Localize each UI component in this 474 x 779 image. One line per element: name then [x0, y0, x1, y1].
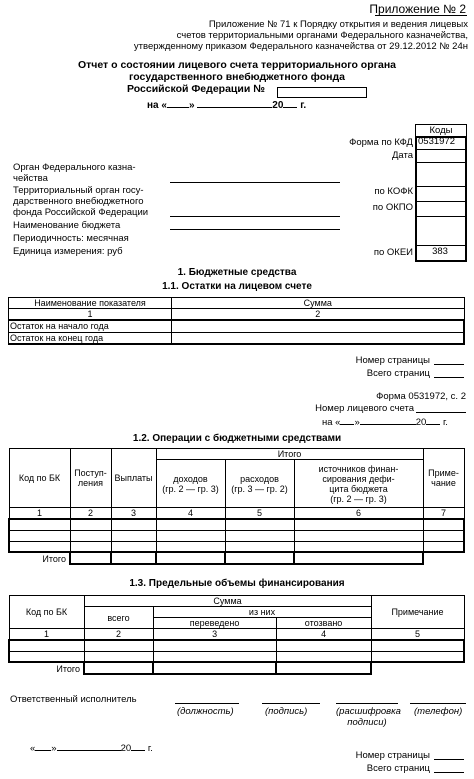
form-code: 0531972 [418, 136, 455, 147]
form-kfd-label: Форма по КФД [349, 137, 413, 148]
lim-col-of-them: из них [153, 607, 371, 618]
okpo-label: по ОКПО [372, 202, 413, 213]
terr-field[interactable] [170, 216, 340, 217]
lim-col-transferred: переведено [153, 618, 276, 629]
ops-col-income: Поступ- ления [70, 449, 111, 508]
period-label: Периодичность: месячная [13, 233, 129, 244]
col-name: Наименование показателя [9, 298, 172, 309]
lim-col-code: Код по БК [9, 596, 84, 629]
lim-col-sum: Сумма [84, 596, 371, 607]
ops-col-total: Итого [156, 449, 423, 460]
pages-total-field-1[interactable] [434, 377, 464, 378]
organ-label-2: чейства [13, 173, 48, 184]
appendix-line-1: Приложение № 71 к Порядку открытия и ведения лицевых [208, 19, 468, 30]
lim-col-recalled: отозвано [276, 618, 371, 629]
ops-row[interactable] [9, 541, 464, 552]
position-caption: (должность) [177, 706, 234, 717]
sign-caption: (подпись) [265, 706, 308, 717]
limits-table: Код по БК Сумма Примечание всего из них переведено отозвано 1 2 3 4 5 Итого [8, 595, 465, 675]
organ-label-1: Орган Федерального казна- [13, 162, 136, 173]
title-line-1: Отчет о состоянии лицевого счета территориального органа [77, 59, 397, 71]
appendix-number: Приложение № 2 [369, 2, 466, 16]
ops-col-expense-total: расходов (гр. 3 — гр. 2) [225, 460, 294, 508]
date-label: Дата [391, 150, 413, 161]
start-balance-cell[interactable] [172, 320, 465, 332]
form-page2: Форма 0531972, с. 2 [376, 391, 466, 402]
executor-label: Ответственный исполнитель [10, 694, 137, 705]
sign-field[interactable] [262, 703, 320, 704]
account-number-box[interactable] [277, 87, 367, 98]
row-start-balance: Остаток на начало года [9, 320, 172, 332]
decode-field[interactable] [336, 703, 398, 704]
operations-table: Код по БК Поступ- ления Выплаты Итого Приме- чание доходов (гр. 2 — гр. 3) расходов (гр. 3 — гр. 2) источников финан- сирования дефи- цита бюджета (гр. 2 — гр. 3) 1 2 3 4 5 6 7 Итого [8, 448, 465, 565]
pages-total-label-2: Всего страниц [366, 763, 430, 774]
lim-col-note: Примечание [371, 596, 464, 629]
section13-title: 1.3. Предельные объемы финансирования [129, 578, 345, 589]
ops-total-row: Итого [9, 552, 464, 564]
pages-total-field-2[interactable] [434, 772, 464, 773]
ops-col-note: Приме- чание [423, 449, 464, 508]
col-sum: Сумма [172, 298, 465, 309]
budget-label: Наименование бюджета [13, 220, 121, 231]
phone-field[interactable] [410, 703, 466, 704]
codes-values [415, 136, 467, 262]
ops-col-code: Код по БК [9, 449, 70, 508]
codes-box [415, 124, 465, 259]
title-line-2: государственного внебюджетного фонда [129, 71, 345, 83]
end-balance-cell[interactable] [172, 332, 465, 344]
section1-title: 1. Бюджетные средства [177, 267, 297, 278]
page2-date: на « » 20 г. [322, 417, 448, 428]
account-field[interactable] [416, 412, 466, 413]
codes-header: Коды [415, 124, 467, 137]
limits-row[interactable] [9, 640, 464, 651]
page-number-label-2: Номер страницы [355, 750, 430, 761]
section11-title: 1.1. Остатки на лицевом счете [162, 281, 312, 292]
limits-total-row: Итого [9, 662, 464, 674]
decode-caption: (расшифровка подписи) [336, 706, 401, 728]
organ-field[interactable] [170, 182, 340, 183]
limits-row[interactable] [9, 651, 464, 662]
ops-col-sources: источников финан- сирования дефи- цита бюджета (гр. 2 — гр. 3) [294, 460, 423, 508]
appendix-underline [375, 15, 467, 16]
unit-label: Единица измерения: руб [13, 246, 123, 257]
appendix-line-2: счетов территориальными органами Федерального казначейства, [176, 30, 468, 41]
budget-field[interactable] [170, 229, 340, 230]
terr-label-3: фонда Российской Федерации [13, 207, 149, 218]
account-label: Номер лицевого счета [315, 403, 414, 414]
title-date: на « » 20 г. [147, 100, 307, 111]
page-number-field-2[interactable] [434, 759, 464, 760]
position-field[interactable] [175, 703, 239, 704]
terr-label-2: дарственного внебюджетного [13, 196, 144, 207]
ops-col-payments: Выплаты [111, 449, 156, 508]
row-end-balance: Остаток на конец года [9, 332, 172, 344]
terr-label-1: Территориальный орган госу- [13, 185, 144, 196]
section12-title: 1.2. Операции с бюджетными средствами [132, 433, 342, 444]
ops-col-income-total: доходов (гр. 2 — гр. 3) [156, 460, 225, 508]
okei-label: по ОКЕИ [373, 247, 413, 258]
phone-caption: (телефон) [414, 706, 463, 717]
kofk-label: по КОФК [374, 186, 413, 197]
ops-row[interactable] [9, 530, 464, 541]
title-line-3: Российской Федерации № [127, 83, 265, 95]
pages-total-label-1: Всего страниц [366, 368, 430, 379]
lim-col-total: всего [84, 607, 153, 629]
signature-date: « » 20 г. [30, 743, 153, 754]
okei-code: 383 [432, 246, 448, 257]
ops-row[interactable] [9, 519, 464, 530]
balances-table: Наименование показателя Сумма 1 2 Остаток на начало года Остаток на конец года [8, 297, 465, 345]
page-number-field-1[interactable] [434, 364, 464, 365]
appendix-line-3: утвержденному приказом Федерального казначейства от 29.12.2012 № 24н [133, 41, 468, 52]
page-number-label-1: Номер страницы [355, 355, 430, 366]
